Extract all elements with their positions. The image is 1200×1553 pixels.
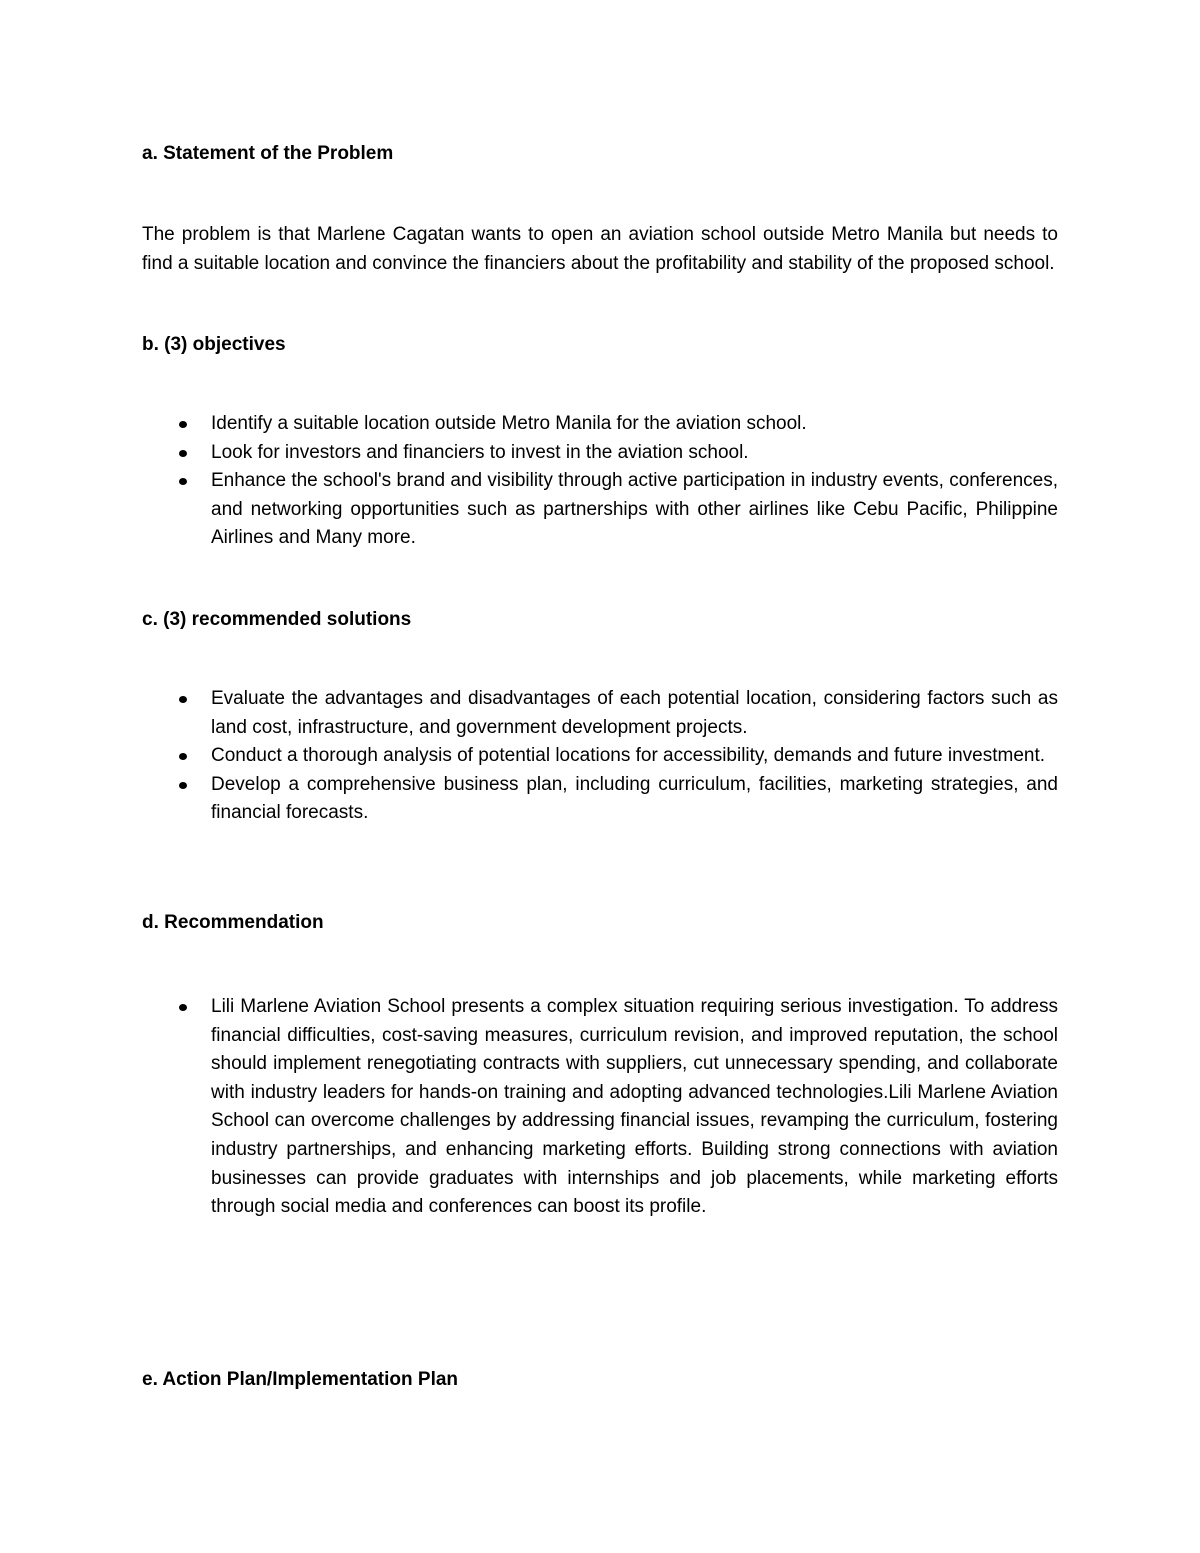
recommendation-list bbox=[142, 993, 1058, 1222]
list-item bbox=[142, 685, 1058, 742]
objectives-list bbox=[142, 410, 1058, 553]
solutions-list bbox=[142, 685, 1058, 828]
bullet-icon bbox=[179, 478, 187, 485]
list-item bbox=[142, 439, 1058, 468]
list-item bbox=[142, 742, 1058, 771]
bullet-icon bbox=[179, 782, 187, 789]
objective-text: Enhance the school's brand and visibility through active participation in industry events, conferences, and networking opportunities such as partnerships with other airlines like Cebu Pacific, Philippine Airlines and Many more. bbox=[211, 470, 1058, 549]
recommendation-text: Lili Marlene Aviation School presents a complex situation requiring serious investigation. To address financial difficulties, cost-saving measures, curriculum revision, and improved reputation, the school should implement renegotiating contracts with suppliers, cut unnecessary spending, and collaborate with industry leaders for hands-on training and adopting advanced technologies.Lili Marlene Aviation School can overcome challenges by addressing financial issues, revamping the curriculum, fostering industry partnerships, and enhancing marketing efforts. Building strong connections with aviation businesses can provide graduates with internships and job placements, while marketing efforts through social media and conferences can boost its profile. bbox=[211, 996, 1058, 1218]
heading-recommendation: d. Recommendation bbox=[142, 912, 324, 933]
solution-text: Evaluate the advantages and disadvantages of each potential location, considering factors such as land cost, infrastructure, and government development projects. bbox=[211, 688, 1058, 738]
bullet-icon bbox=[179, 421, 187, 428]
heading-action-plan: e. Action Plan/Implementation Plan bbox=[142, 1369, 459, 1390]
list-item bbox=[142, 993, 1058, 1222]
solution-text: Conduct a thorough analysis of potential locations for accessibility, demands and future investment. bbox=[211, 745, 1046, 767]
problem-statement-paragraph: The problem is that Marlene Cagatan wants to open an aviation school outside Metro Manila but needs to find a suitable location and convince the financiers about the profitability and stability of the proposed school. bbox=[142, 224, 1058, 274]
list-item bbox=[142, 467, 1058, 553]
heading-recommended-solutions: c. (3) recommended solutions bbox=[142, 609, 412, 630]
bullet-icon bbox=[179, 753, 187, 760]
list-item bbox=[142, 771, 1058, 828]
bullet-icon bbox=[179, 696, 187, 703]
bullet-icon bbox=[179, 1004, 187, 1011]
list-item bbox=[142, 410, 1058, 439]
solution-text: Develop a comprehensive business plan, including curriculum, facilities, marketing strategies, and financial forecasts. bbox=[211, 773, 1058, 824]
objective-text: Look for investors and financiers to invest in the aviation school. bbox=[211, 441, 749, 463]
heading-objectives: b. (3) objectives bbox=[142, 334, 286, 355]
objective-text: Identify a suitable location outside Metro Manila for the aviation school. bbox=[211, 413, 807, 434]
heading-statement-of-problem: a. Statement of the Problem bbox=[142, 143, 394, 164]
bullet-icon bbox=[179, 450, 187, 457]
